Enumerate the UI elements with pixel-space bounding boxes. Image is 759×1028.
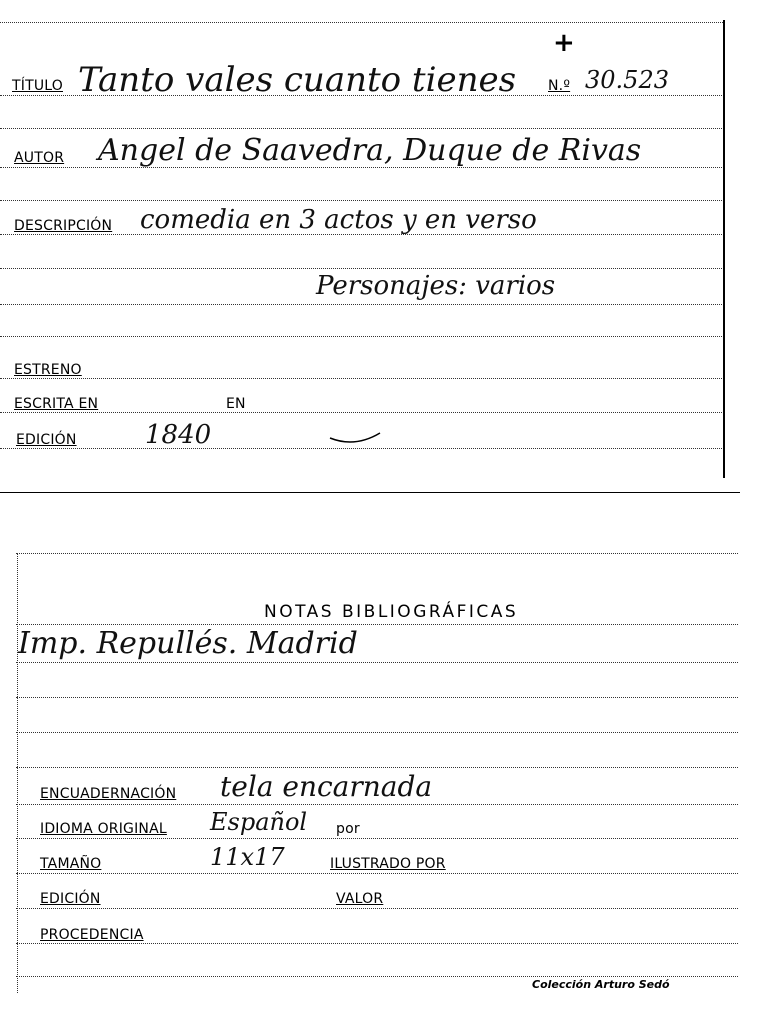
edicion-label: EDICIÓN	[16, 432, 77, 448]
tamano-line	[16, 873, 738, 874]
notas-heading-line	[16, 624, 738, 625]
encuadernacion-label: ENCUADERNACIÓN	[40, 786, 177, 802]
notas-heading: NOTAS BIBLIOGRÁFICAS	[264, 602, 519, 622]
procedencia-line	[16, 943, 738, 944]
escrita-label: ESCRITA EN	[14, 396, 99, 412]
back-rule-3	[16, 767, 738, 768]
descripcion-value: comedia en 3 actos y en verso	[140, 205, 537, 235]
tamano-label: TAMAÑO	[40, 856, 102, 872]
numero-value: 30.523	[585, 66, 669, 94]
tamano-value: 11x17	[210, 843, 285, 871]
descripcion-label: DESCRIPCIÓN	[14, 218, 113, 234]
idioma-label: IDIOMA ORIGINAL	[40, 821, 167, 837]
cross-mark: +	[553, 28, 575, 58]
notas-value: Imp. Repullés. Madrid	[18, 626, 358, 661]
edicion-value: 1840	[145, 420, 212, 450]
numero-label: N.º	[548, 78, 571, 94]
titulo-value: Tanto vales cuanto tienes	[78, 60, 517, 100]
autor-value: Angel de Saavedra, Duque de Rivas	[98, 133, 642, 168]
back-rule-1	[16, 697, 738, 698]
back-rule-2	[16, 732, 738, 733]
autor-label: AUTOR	[14, 150, 65, 166]
valor-label: VALOR	[336, 891, 384, 907]
estreno-label: ESTRENO	[14, 362, 82, 378]
titulo-label: TÍTULO	[12, 78, 63, 94]
back-rule-bottom	[16, 976, 738, 977]
back-left-border	[17, 553, 18, 993]
personajes-value: Personajes: varios	[316, 271, 556, 301]
notas-line	[16, 662, 738, 663]
encuadernacion-value: tela encarnada	[220, 770, 433, 803]
back-edicion-label: EDICIÓN	[40, 891, 101, 907]
back-top-border	[16, 553, 738, 554]
procedencia-label: PROCEDENCIA	[40, 927, 144, 943]
idioma-value: Español	[210, 808, 308, 836]
en-label: EN	[226, 396, 246, 412]
idioma-line	[16, 838, 738, 839]
collection-footer: Colección Arturo Sedó	[532, 978, 670, 991]
por-label: por	[336, 821, 360, 837]
encuadernacion-line	[16, 804, 738, 805]
back-edicion-line	[16, 908, 738, 909]
ilustrado-label: ILUSTRADO POR	[330, 856, 446, 872]
